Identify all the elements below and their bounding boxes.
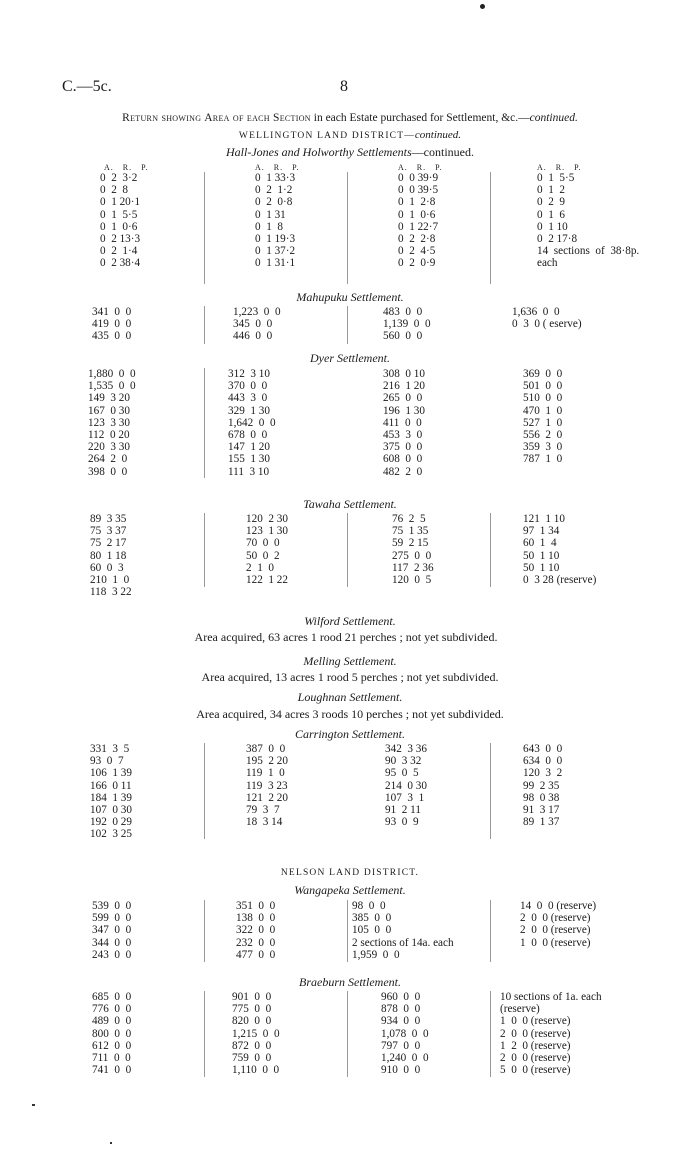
table-cell: 121 1 10 (523, 513, 565, 525)
table-cell: 98 0 38 (523, 791, 560, 804)
table-cell: 0 1 20·1 (100, 196, 141, 209)
table-cell: 275 0 0 (392, 549, 432, 562)
area-note: Area acquired, 34 acres 3 roods 10 perches ; not yet subdivided. (196, 707, 504, 721)
column-rule (347, 306, 348, 344)
section-title: Braeburn Settlement. (299, 975, 401, 989)
table-column (398, 172, 438, 270)
table-cell: 344 0 0 (92, 936, 132, 949)
table-cell: 0 2 1·4 (100, 245, 138, 258)
table-cell: 1 0 0 (reserve) (520, 936, 591, 949)
column-rule (490, 513, 491, 587)
table-cell: 501 0 0 (523, 380, 563, 393)
table-cell: 872 0 0 (232, 1039, 272, 1052)
table-cell: 359 3 0 (523, 441, 563, 454)
table-cell: 120 2 30 (246, 513, 288, 525)
table-cell: 196 1 30 (383, 404, 425, 417)
table-column (523, 743, 562, 828)
table-cell: 60 0 3 (90, 561, 124, 574)
table-cell: 89 3 35 (90, 513, 127, 525)
table-cell: 149 3 20 (88, 392, 130, 405)
table-cell: 1 2 0 (reserve) (500, 1039, 571, 1052)
table-cell: 370 0 0 (228, 380, 268, 393)
table-cell: 14 sections of 38·8p. (537, 245, 640, 258)
table-cell: 820 0 0 (232, 1015, 272, 1028)
table-cell: 351 0 0 (236, 900, 276, 912)
table-cell: 411 0 0 (383, 416, 422, 429)
table-cell: 0 1 2·8 (398, 196, 436, 209)
table-cell: 184 1 39 (90, 791, 132, 804)
table-cell: 901 0 0 (232, 991, 272, 1003)
table-cell: 470 1 0 (523, 404, 563, 417)
table-column (383, 368, 425, 478)
column-rule (490, 743, 491, 839)
table-cell: 1,223 0 0 (233, 306, 281, 318)
table-cell: 0 0 39·9 (398, 172, 439, 184)
column-rule (490, 172, 491, 284)
table-cell: 435 0 0 (92, 330, 132, 343)
table-cell: 0 1 37·2 (255, 245, 296, 258)
table-cell: 797 0 0 (381, 1039, 421, 1052)
table-cell: 0 1 31 (255, 208, 286, 221)
table-cell: (reserve) (500, 1003, 540, 1016)
column-rule (490, 991, 491, 1077)
table-cell: 0 2 2·8 (398, 232, 436, 245)
table-cell: 878 0 0 (381, 1003, 421, 1016)
table-column (512, 306, 582, 330)
table-cell: 18 3 14 (246, 816, 283, 829)
area-note: Area acquired, 63 acres 1 rood 21 perches ; not yet subdivided. (194, 630, 498, 644)
table-cell: 711 0 0 (92, 1051, 131, 1064)
table-column (246, 513, 288, 586)
table-cell: 121 2 20 (246, 791, 288, 804)
table-cell: 556 2 0 (523, 428, 563, 441)
column-rule (347, 900, 348, 962)
section-title: Carrington Settlement. (295, 727, 405, 741)
table-cell: 775 0 0 (232, 1003, 272, 1016)
table-cell: 375 0 0 (383, 441, 423, 454)
table-cell: 800 0 0 (92, 1027, 132, 1040)
column-rule (347, 172, 348, 284)
table-cell: 50 0 2 (246, 549, 280, 562)
table-cell: 0 1 2 (537, 184, 565, 197)
table-cell: 776 0 0 (92, 1003, 132, 1016)
table-column (392, 513, 434, 586)
table-cell: 119 3 23 (246, 779, 288, 792)
table-cell: 453 3 0 (383, 428, 423, 441)
table-column (381, 991, 429, 1076)
table-cell: 50 1 10 (523, 561, 560, 574)
table-cell: 10 sections of 1a. each (500, 991, 602, 1003)
table-cell: 0 1 31·1 (255, 257, 296, 270)
table-cell: 347 0 0 (92, 924, 132, 937)
table-cell: 112 0 20 (88, 428, 130, 441)
table-column (236, 900, 275, 961)
table-cell: 99 2 35 (523, 779, 560, 792)
table-cell: 107 3 1 (385, 791, 425, 804)
table-cell: 2 1 0 (246, 561, 274, 574)
column-rule (204, 172, 205, 284)
table-cell: 59 2 15 (392, 537, 429, 550)
table-cell: 105 0 0 (352, 924, 392, 937)
table-cell: 216 1 20 (383, 380, 425, 393)
column-rule (204, 743, 205, 839)
table-cell: 210 1 0 (90, 573, 130, 586)
table-cell: 608 0 0 (383, 453, 423, 466)
table-cell: 443 3 0 (228, 392, 268, 405)
table-cell: 387 0 0 (246, 743, 286, 755)
table-column (90, 513, 132, 598)
table-cell: 0 2 0·8 (255, 196, 293, 209)
table-cell: 97 1 34 (523, 525, 560, 538)
table-cell: 91 3 17 (523, 803, 560, 816)
table-cell: 489 0 0 (92, 1015, 132, 1028)
table-cell: 1,636 0 0 (512, 306, 560, 318)
table-cell: 0 2 9 (537, 196, 565, 209)
table-cell: 369 0 0 (523, 368, 563, 380)
column-rule (347, 991, 348, 1077)
table-cell: 477 0 0 (236, 948, 276, 961)
table-cell: 483 0 0 (383, 306, 423, 318)
table-cell: 50 1 10 (523, 549, 560, 562)
table-cell: 1,880 0 0 (88, 368, 136, 380)
table-column (383, 306, 431, 343)
table-cell: 0 1 19·3 (255, 232, 296, 245)
table-column (520, 900, 596, 949)
table-column (500, 991, 602, 1076)
table-column (385, 743, 427, 828)
column-rule (204, 991, 205, 1077)
table-cell: 0 1 10 (537, 220, 568, 233)
table-column (88, 368, 136, 478)
return-title: Return showing Area of each Section in each Estate purchased for Settlement, &c.—continued. (122, 112, 578, 124)
table-cell: 2 0 0 (reserve) (520, 924, 591, 937)
table-cell: 2 0 0 (reserve) (520, 912, 591, 925)
column-header: A. R. P. (537, 163, 582, 172)
table-cell: 759 0 0 (232, 1051, 272, 1064)
table-column (523, 368, 562, 466)
table-cell: 106 1 39 (90, 767, 132, 780)
table-cell: 634 0 0 (523, 755, 563, 768)
table-column (233, 306, 281, 343)
table-cell: 322 0 0 (236, 924, 276, 937)
table-cell: 910 0 0 (381, 1064, 421, 1077)
table-cell: 79 3 7 (246, 803, 280, 816)
table-cell: 232 0 0 (236, 936, 276, 949)
table-cell: 70 0 0 (246, 537, 280, 550)
table-cell: 741 0 0 (92, 1064, 132, 1077)
table-cell: 2 0 0 (reserve) (500, 1051, 571, 1064)
table-cell: 93 0 7 (90, 755, 124, 768)
table-cell: 1,078 0 0 (381, 1027, 429, 1040)
table-cell: 345 0 0 (233, 318, 273, 331)
table-column (228, 368, 276, 478)
table-cell: 0 2 13·3 (100, 232, 141, 245)
table-cell: 1,240 0 0 (381, 1051, 429, 1064)
document-reference: C.—5c. (62, 78, 112, 95)
table-cell: 119 1 0 (246, 767, 285, 780)
table-cell: 1,139 0 0 (383, 318, 431, 331)
table-cell: 0 1 5·5 (537, 172, 575, 184)
ink-dot (480, 4, 485, 9)
table-cell: 60 1 4 (523, 537, 557, 550)
table-cell: 195 2 20 (246, 755, 288, 768)
table-cell: 0 2 38·4 (100, 257, 141, 270)
table-cell: 685 0 0 (92, 991, 132, 1003)
table-cell: 14 0 0 (reserve) (520, 900, 597, 912)
table-cell: 93 0 9 (385, 816, 419, 829)
table-cell: each (537, 257, 558, 270)
column-rule (204, 513, 205, 587)
column-header: A. R. P. (398, 163, 443, 172)
table-cell: 539 0 0 (92, 900, 132, 912)
section-title: Wilford Settlement. (304, 614, 396, 628)
table-cell: 331 3 5 (90, 743, 130, 755)
table-cell: 167 0 30 (88, 404, 130, 417)
table-cell: 166 0 11 (90, 779, 132, 792)
area-note: Area acquired, 13 acres 1 rood 5 perches ; not yet subdivided. (201, 670, 499, 684)
table-cell: 75 3 37 (90, 525, 127, 538)
table-cell: 5 0 0 (reserve) (500, 1064, 571, 1077)
table-cell: 0 3 28 (reserve) (523, 573, 597, 586)
table-cell: 0 2 1·2 (255, 184, 293, 197)
table-cell: 398 0 0 (88, 465, 128, 478)
table-cell: 80 1 18 (90, 549, 127, 562)
table-cell: 1,642 0 0 (228, 416, 276, 429)
table-column (537, 172, 639, 270)
table-cell: 0 1 5·5 (100, 208, 138, 221)
table-cell: 111 3 10 (228, 465, 270, 478)
table-cell: 2 0 0 (reserve) (500, 1027, 571, 1040)
table-cell: 385 0 0 (352, 912, 392, 925)
table-column (352, 900, 454, 961)
table-column (232, 991, 280, 1076)
table-cell: 155 1 30 (228, 453, 270, 466)
table-cell: 0 0 39·5 (398, 184, 439, 197)
table-cell: 120 3 2 (523, 767, 563, 780)
section-title: Tawaha Settlement. (303, 497, 397, 511)
table-cell: 120 0 5 (392, 573, 432, 586)
column-rule (347, 513, 348, 587)
district-heading: WELLINGTON LAND DISTRICT—continued. (238, 129, 462, 141)
table-cell: 341 0 0 (92, 306, 132, 318)
table-cell: 123 1 30 (246, 525, 288, 538)
ink-speck (32, 1104, 35, 1106)
table-column (523, 513, 596, 586)
table-column (92, 900, 131, 961)
table-cell: 95 0 5 (385, 767, 419, 780)
section-title: Melling Settlement. (303, 654, 397, 668)
table-cell: 90 3 32 (385, 755, 422, 768)
table-cell: 0 2 3·2 (100, 172, 138, 184)
column-rule (490, 900, 491, 962)
table-cell: 117 2 36 (392, 561, 434, 574)
table-cell: 123 3 30 (88, 416, 130, 429)
table-cell: 0 2 4·5 (398, 245, 436, 258)
table-cell: 329 1 30 (228, 404, 270, 417)
table-cell: 214 0 30 (385, 779, 427, 792)
table-column (100, 172, 140, 270)
table-cell: 0 2 17·8 (537, 232, 578, 245)
column-header: A. R. P. (104, 163, 149, 172)
table-cell: 312 3 10 (228, 368, 270, 380)
table-cell: 510 0 0 (523, 392, 563, 405)
table-cell: 0 1 33·3 (255, 172, 296, 184)
page-number: 8 (340, 78, 348, 95)
table-cell: 0 3 0 ( eserve) (512, 318, 582, 331)
table-cell: 446 0 0 (233, 330, 273, 343)
section-title: Mahupuku Settlement. (296, 290, 404, 304)
table-column (90, 743, 132, 841)
settlement-title: Hall-Jones and Holworthy Settlements—continued. (226, 145, 474, 159)
table-cell: 1 0 0 (reserve) (500, 1015, 571, 1028)
table-cell: 264 2 0 (88, 453, 128, 466)
column-header: A. R. P. (255, 163, 300, 172)
section-title: Wangapeka Settlement. (294, 883, 406, 897)
table-cell: 0 1 0·6 (100, 220, 138, 233)
district-heading: NELSON LAND DISTRICT. (280, 868, 420, 878)
table-cell: 2 sections of 14a. each (352, 936, 454, 949)
section-title: Dyer Settlement. (310, 351, 390, 365)
table-column (92, 991, 131, 1076)
table-cell: 482 2 0 (383, 465, 423, 478)
table-cell: 0 2 8 (100, 184, 128, 197)
table-cell: 934 0 0 (381, 1015, 421, 1028)
table-cell: 122 1 22 (246, 573, 288, 586)
table-cell: 0 1 0·6 (398, 208, 436, 221)
table-cell: 102 3 25 (90, 828, 132, 841)
table-cell: 960 0 0 (381, 991, 421, 1003)
table-cell: 192 0 29 (90, 816, 132, 829)
table-cell: 599 0 0 (92, 912, 132, 925)
table-cell: 147 1 20 (228, 441, 270, 454)
table-cell: 1,959 0 0 (352, 948, 400, 961)
table-cell: 787 1 0 (523, 453, 563, 466)
table-cell: 1,110 0 0 (232, 1064, 280, 1077)
table-cell: 419 0 0 (92, 318, 132, 331)
column-rule (204, 306, 205, 344)
table-cell: 1,215 0 0 (232, 1027, 280, 1040)
ink-speck (110, 1142, 112, 1144)
section-title: Loughnan Settlement. (297, 690, 403, 704)
table-cell: 0 2 0·9 (398, 257, 436, 270)
table-cell: 91 2 11 (385, 803, 421, 816)
table-cell: 0 1 8 (255, 220, 283, 233)
table-cell: 560 0 0 (383, 330, 423, 343)
table-cell: 0 1 22·7 (398, 220, 439, 233)
table-cell: 75 2 17 (90, 537, 127, 550)
table-cell: 0 1 6 (537, 208, 565, 221)
table-cell: 243 0 0 (92, 948, 132, 961)
table-cell: 342 3 36 (385, 743, 427, 755)
table-column (92, 306, 131, 343)
table-cell: 89 1 37 (523, 816, 560, 829)
table-cell: 75 1 35 (392, 525, 429, 538)
table-cell: 527 1 0 (523, 416, 563, 429)
table-cell: 76 2 5 (392, 513, 426, 525)
column-rule (204, 900, 205, 962)
column-rule (204, 368, 205, 478)
table-cell: 98 0 0 (352, 900, 386, 912)
table-cell: 107 0 30 (90, 803, 132, 816)
table-cell: 678 0 0 (228, 428, 268, 441)
table-cell: 118 3 22 (90, 586, 132, 599)
table-cell: 1,535 0 0 (88, 380, 136, 393)
table-cell: 612 0 0 (92, 1039, 132, 1052)
table-column (255, 172, 295, 270)
table-column (246, 743, 288, 828)
table-cell: 643 0 0 (523, 743, 563, 755)
table-cell: 265 0 0 (383, 392, 423, 405)
table-cell: 220 3 30 (88, 441, 130, 454)
table-cell: 308 0 10 (383, 368, 425, 380)
table-cell: 138 0 0 (236, 912, 276, 925)
